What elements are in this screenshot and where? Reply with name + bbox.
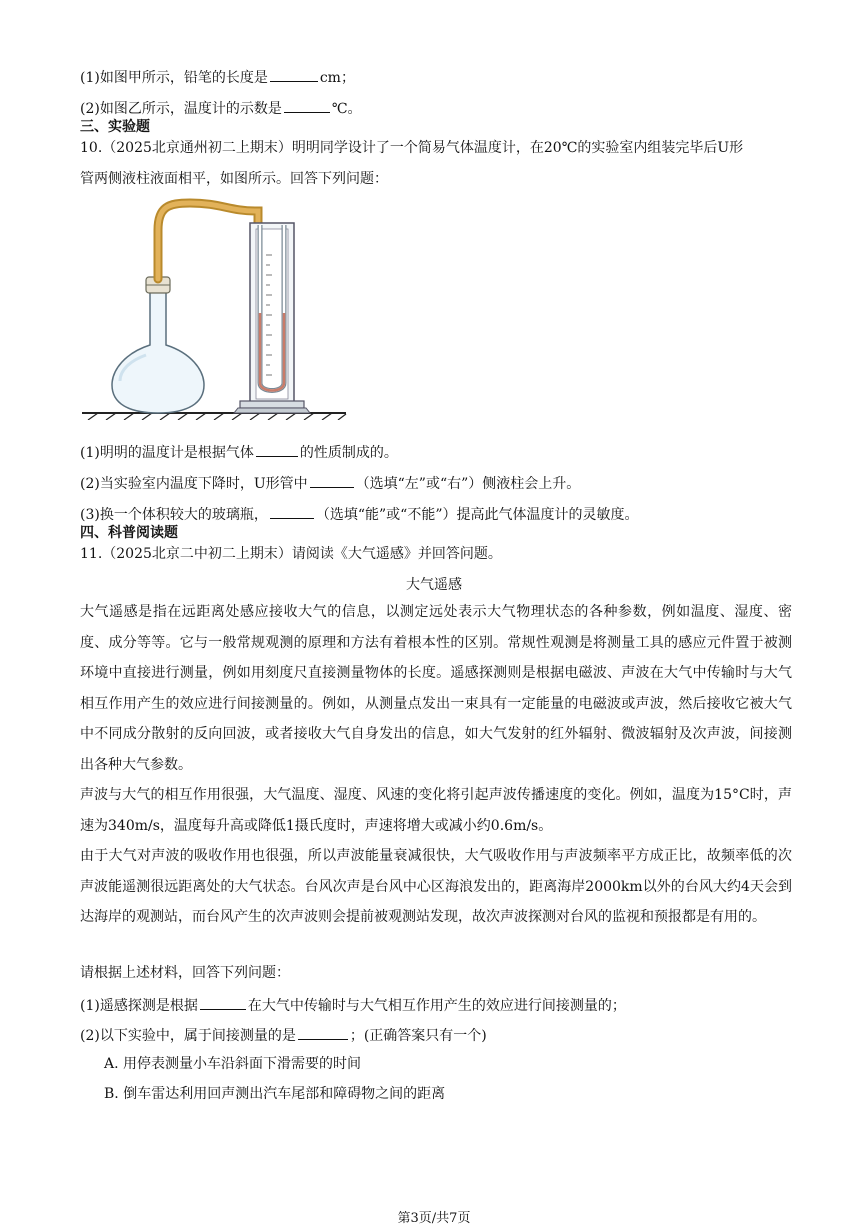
article-paragraph-2: 声波与大气的相互作用很强，大气温度、湿度、风速的变化将引起声波传播速度的变化。例如，温度为15°C时，声速为340m/s，温度每升高或降低1摄氏度时，声速将增大或减小约0.6m/s。 — [80, 787, 792, 834]
q10-sub1-text-end: 的性质制成的。 — [299, 445, 398, 461]
q10-sub3 — [80, 503, 638, 525]
q11-prompt: 请根据上述材料，回答下列问题： — [80, 965, 290, 981]
q9-sub2-unit: ℃。 — [331, 101, 362, 117]
apparatus-illustration — [80, 195, 350, 420]
q11-sub2-text-end: ；(正确答案只有一个) — [349, 1028, 487, 1044]
q9-sub1 — [80, 66, 355, 88]
gas-thermometer-figure — [80, 195, 350, 424]
q9-sub1-unit: cm； — [319, 70, 355, 86]
answer-blank — [200, 994, 246, 1010]
q11-sub1 — [80, 994, 626, 1016]
q10-stem-line1: 10.（2025北京通州初二上期末）明明同学设计了一个简易气体温度计，在20℃的实验室内组装完毕后U形 — [80, 140, 744, 156]
q10-sub2-text: (2)当实验室内温度下降时，U形管中 — [80, 476, 308, 492]
page-footer: 第3页/共7页 — [397, 1211, 471, 1226]
answer-blank — [298, 1024, 348, 1040]
answer-blank — [310, 472, 354, 488]
q10-sub3-text: (3)换一个体积较大的玻璃瓶， — [80, 507, 268, 523]
q11-sub1-text-end: 在大气中传输时与大气相互作用产生的效应进行间接测量的； — [247, 998, 626, 1014]
article-paragraph-3: 由于大气对声波的吸收作用也很强，所以声波能量衰减很快，大气吸收作用与声波频率平方成正比，故频率低的次声波能遥测很远距离处的大气状态。台风次声是台风中心区海浪发出的，距离海岸2000km以外的台风大约4天会到达海岸的观测站，而台风产生的次声波则会提前被观测站发现，故次声波探测对台风的监视和预报都是有用的。 — [80, 848, 792, 925]
q11-sub1-text: (1)遥感探测是根据 — [80, 998, 198, 1014]
q10-sub2-text-end: （选填“左”或“右”）侧液柱会上升。 — [355, 476, 581, 492]
q9-sub2-text: (2)如图乙所示，温度计的示数是 — [80, 101, 282, 117]
section-title-reading: 四、科普阅读题 — [80, 525, 178, 541]
option-a: A. 用停表测量小车沿斜面下滑需要的时间 — [104, 1056, 362, 1072]
q10-stem-line2: 管两侧液柱液面相平，如图所示。回答下列问题： — [80, 171, 388, 187]
q11-sub2 — [80, 1024, 487, 1046]
q9-sub2 — [80, 97, 362, 119]
q10-sub3-text-end: （选填“能”或“不能”）提高此气体温度计的灵敏度。 — [315, 507, 639, 523]
q11-stem: 11.（2025北京二中初二上期末）请阅读《大气遥感》并回答问题。 — [80, 546, 502, 562]
section-title-experiment: 三、实验题 — [80, 119, 150, 135]
option-b: B. 倒车雷达利用回声测出汽车尾部和障碍物之间的距离 — [104, 1086, 446, 1102]
q10-sub2 — [80, 472, 580, 494]
q10-sub1 — [80, 441, 398, 463]
q11-sub2-text: (2)以下实验中，属于间接测量的是 — [80, 1028, 296, 1044]
q9-sub1-text: (1)如图甲所示，铅笔的长度是 — [80, 70, 268, 86]
article-title: 大气遥感 — [406, 577, 462, 593]
answer-blank — [284, 97, 330, 113]
q10-sub1-text: (1)明明的温度计是根据气体 — [80, 445, 254, 461]
answer-blank — [270, 503, 314, 519]
answer-blank — [270, 66, 318, 82]
answer-blank — [256, 441, 298, 457]
article-paragraph-1: 大气遥感是指在远距离处感应接收大气的信息，以测定远处表示大气物理状态的各种参数，例如温度、湿度、密度、成分等等。它与一般常规观测的原理和方法有着根本性的区别。常规性观测是将测量工具的感应元件置于被测环境中直接进行测量，例如用刻度尺直接测量物体的长度。遥感探测则是根据电磁波、声波在大气中传输时与大气相互作用产生的效应进行间接测量的。例如，从测量点发出一束具有一定能量的电磁波或声波，然后接收它被大气中不同成分散射的反向回波，或者接收大气自身发出的信息，如大气发射的红外辐射、微波辐射及次声波，间接测出各种大气参数。 — [80, 604, 792, 773]
